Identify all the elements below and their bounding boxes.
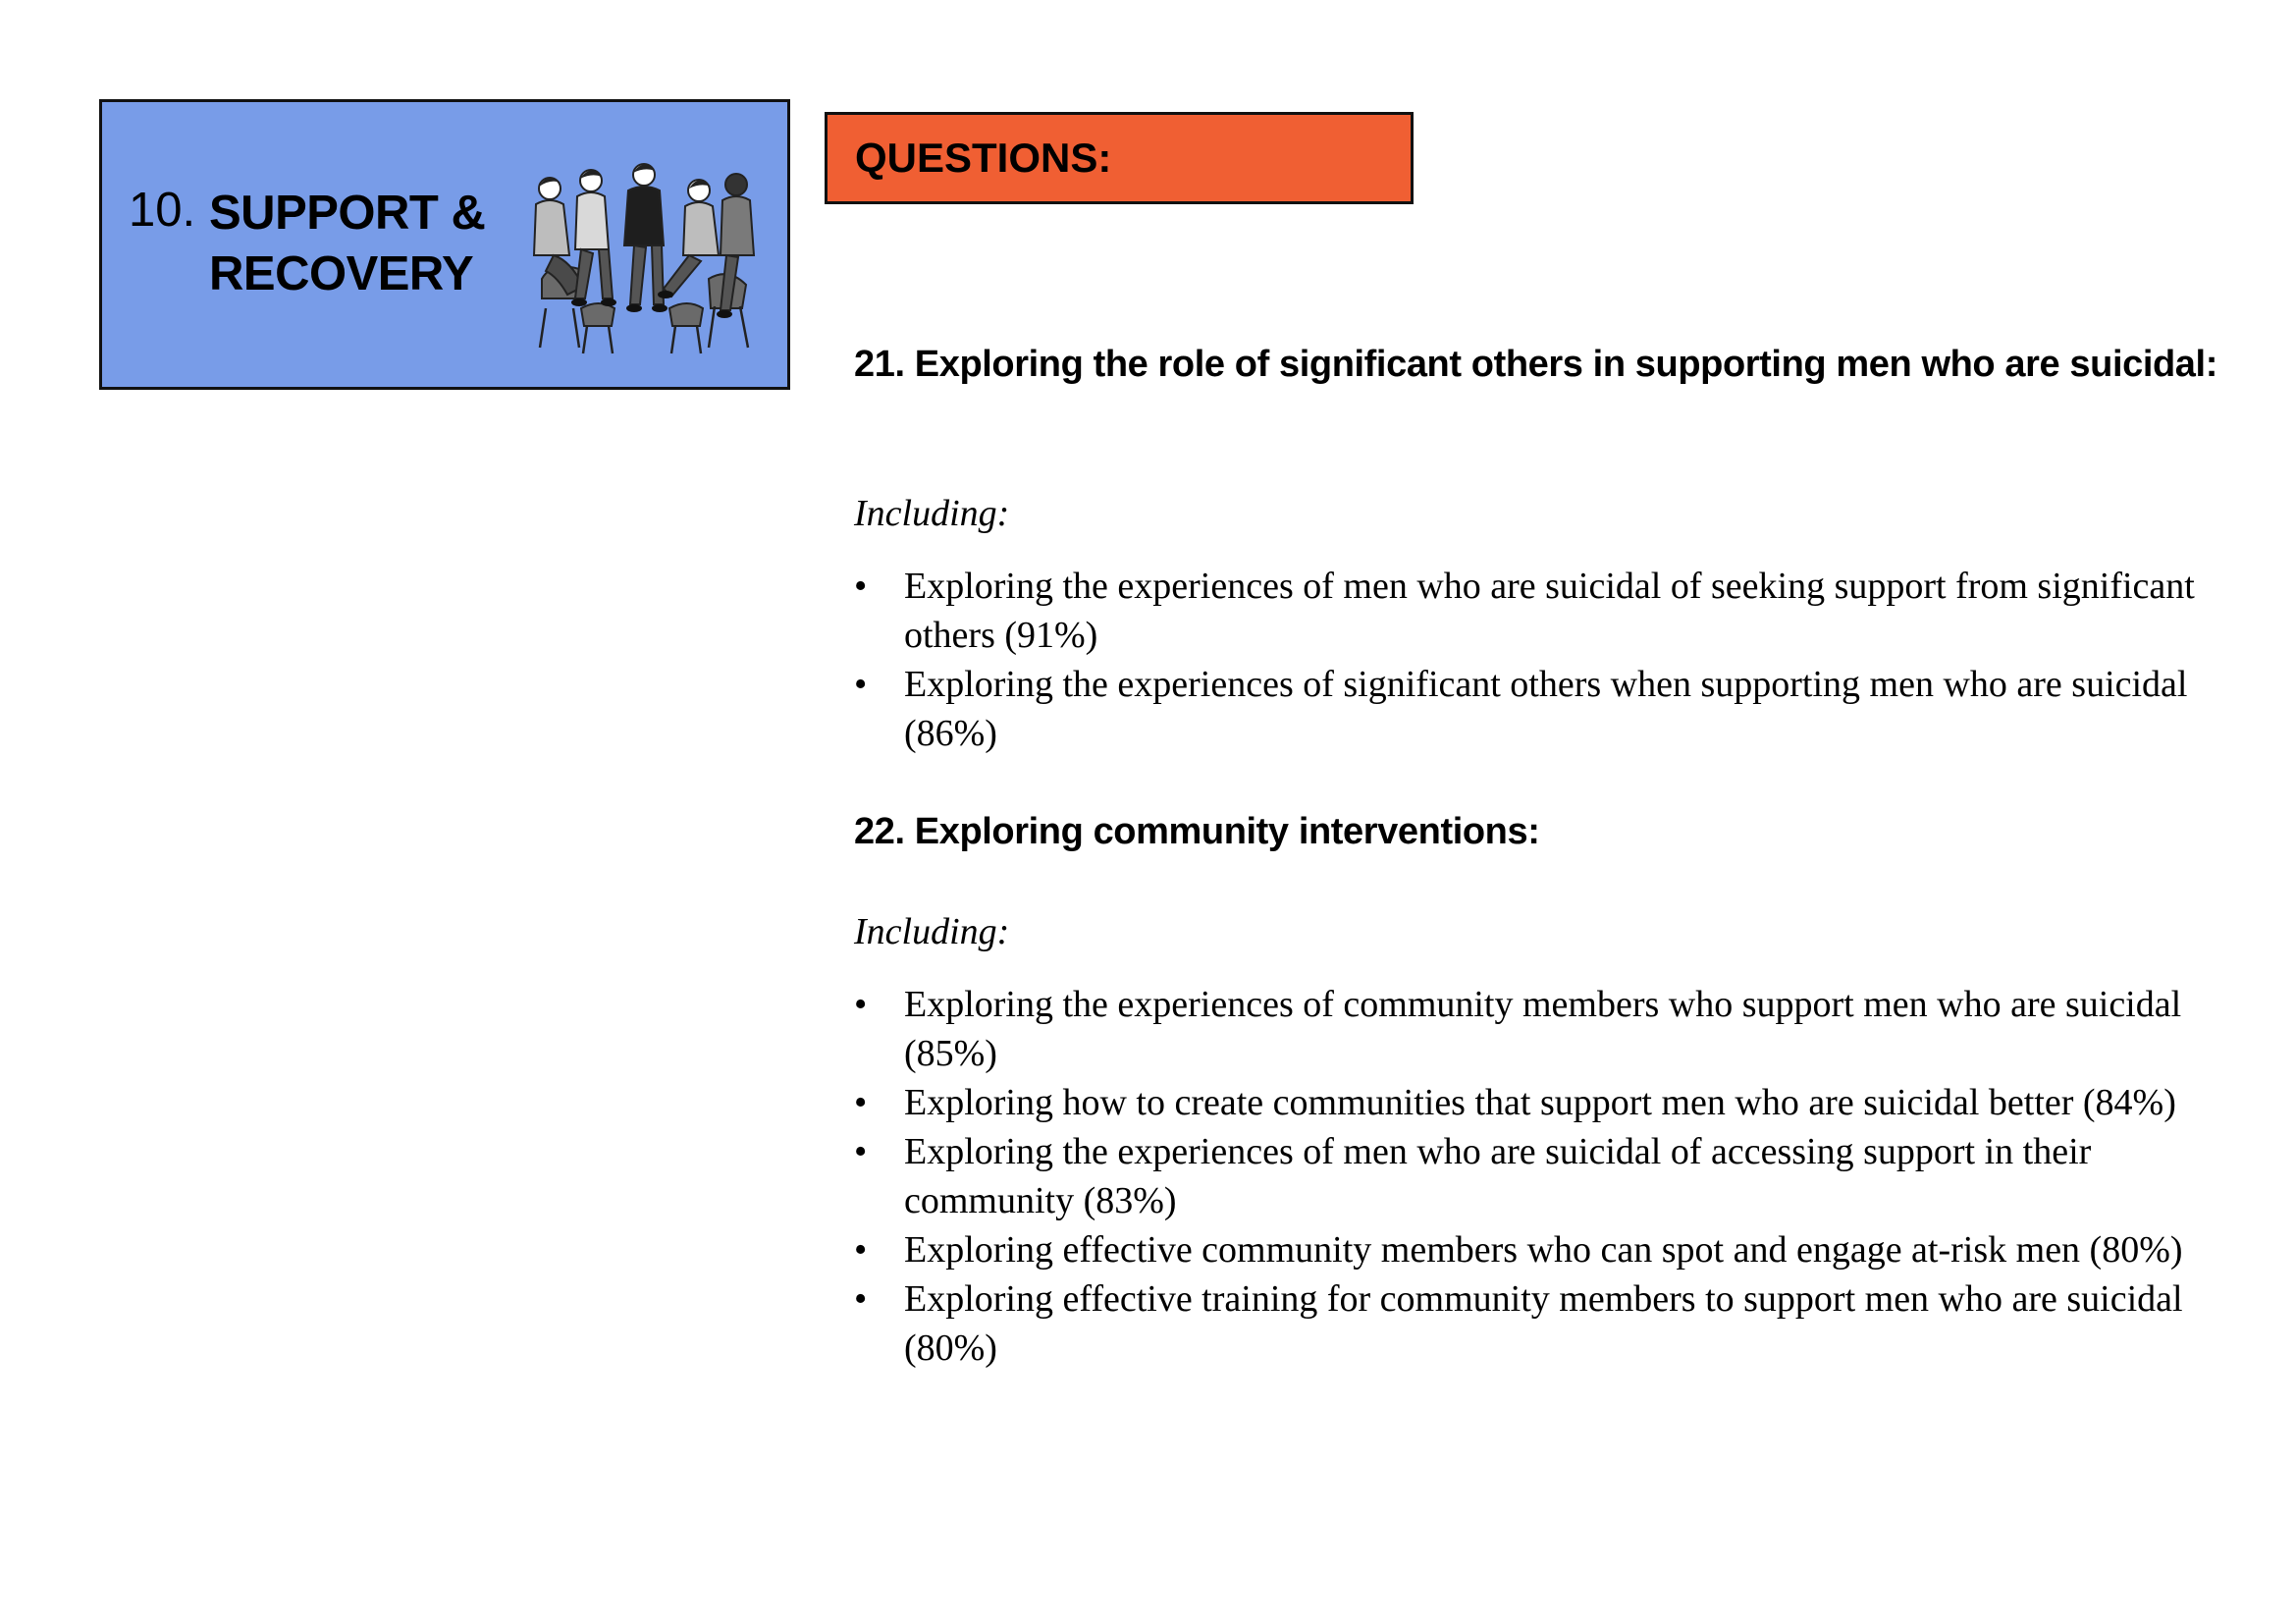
list-item (854, 1127, 2248, 1225)
list-item-text: Exploring the experiences of men who are suicidal of accessing support in their community (83%) (904, 1131, 2092, 1221)
bullet-icon: • (854, 1082, 868, 1123)
list-item-text: Exploring effective training for community members to support men who are suicidal (80%) (904, 1278, 2183, 1369)
section-title (209, 183, 485, 304)
list-item (854, 980, 2248, 1078)
bullet-icon: • (854, 1229, 868, 1271)
section-number: 10. (129, 184, 196, 237)
list-item (854, 1078, 2248, 1127)
support-group-illustration-icon (522, 161, 770, 357)
question-21-heading: 21. Exploring the role of significant others in supporting men who are suicidal: (854, 344, 2217, 385)
bullet-icon: • (854, 1278, 868, 1320)
bullet-icon: • (854, 984, 868, 1025)
bullet-icon: • (854, 566, 868, 607)
section-header-box (99, 99, 790, 390)
section-title-line-2: RECOVERY (209, 247, 474, 300)
question-21-including-label: Including: (854, 493, 1010, 534)
section-title-line-1: SUPPORT & (209, 187, 486, 240)
list-item (854, 562, 2248, 660)
question-21-list (854, 562, 2248, 758)
list-item (854, 1274, 2248, 1373)
bullet-icon: • (854, 664, 868, 705)
list-item-text: Exploring the experiences of significant others when supporting men who are suicidal (86%) (904, 664, 2188, 754)
questions-label: QUESTIONS: (855, 135, 1112, 181)
list-item (854, 1225, 2248, 1274)
list-item-text: Exploring effective community members who can spot and engage at-risk men (80%) (904, 1229, 2183, 1271)
question-22-heading: 22. Exploring community interventions: (854, 811, 1540, 852)
bullet-icon: • (854, 1131, 868, 1172)
list-item-text: Exploring the experiences of community members who support men who are suicidal (85%) (904, 984, 2182, 1074)
question-22-including-label: Including: (854, 911, 1010, 952)
question-22-list (854, 980, 2248, 1373)
list-item-text: Exploring the experiences of men who are suicidal of seeking support from significant others (91%) (904, 566, 2195, 656)
list-item-text: Exploring how to create communities that support men who are suicidal better (84%) (904, 1082, 2176, 1123)
questions-banner (825, 112, 1414, 204)
list-item (854, 660, 2248, 758)
